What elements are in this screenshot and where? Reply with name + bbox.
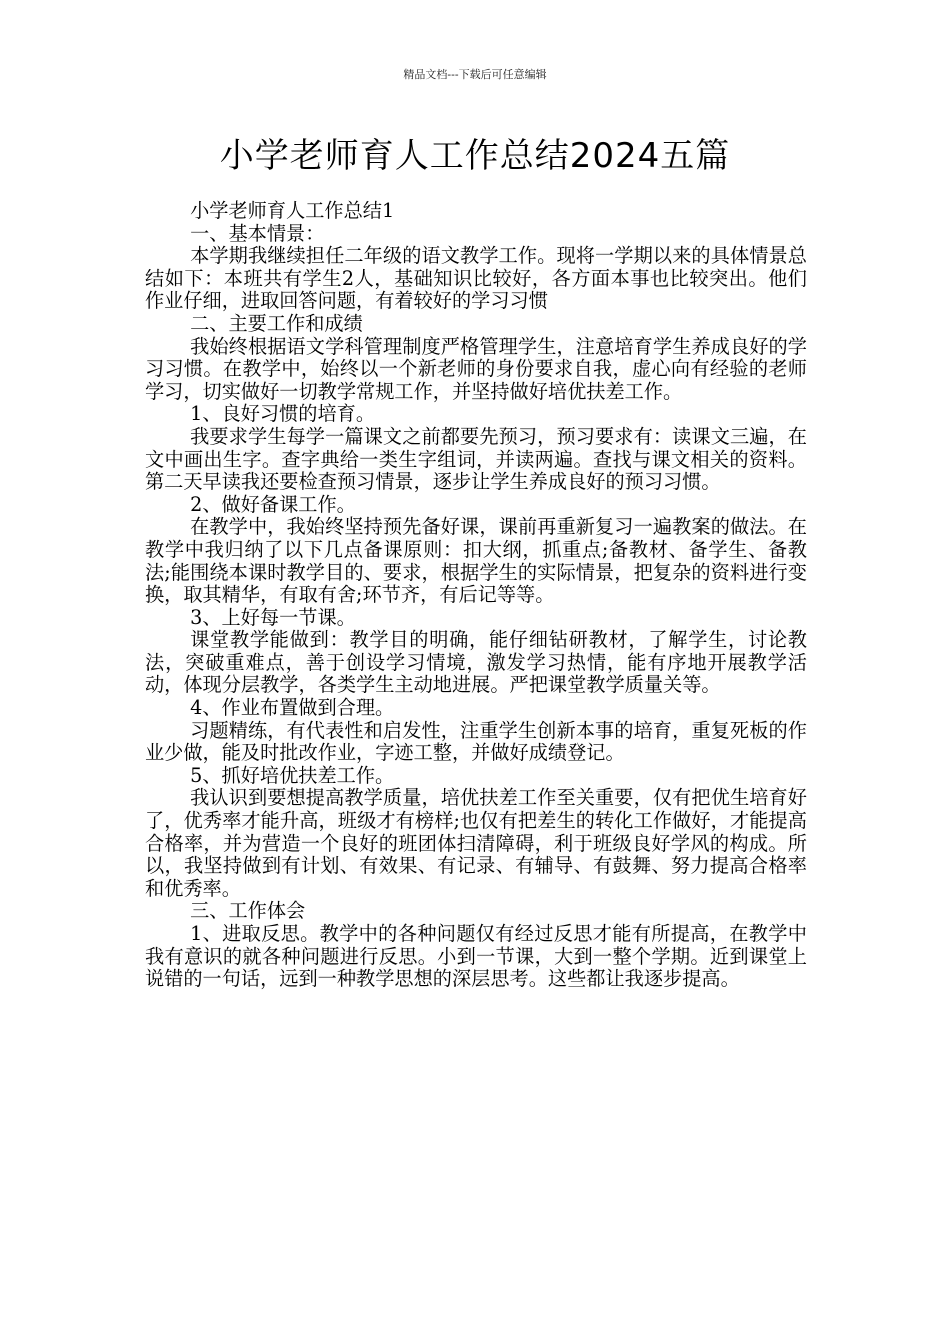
section-heading: 一、基本情景： — [190, 221, 325, 245]
section-heading: 三、工作体会 — [190, 899, 306, 923]
paragraph: 本学期我继续担任二年级的语文教学工作。现将一学期以来的具体情景总结如下：本班共有学生2人，基础知识比较好，各方面本事也比较突出。他们作业仔细，进取回答问题，有着较好的学习习惯 — [145, 244, 807, 313]
section-title: 小学老师育人工作总结1 — [190, 199, 395, 222]
paragraph: 课堂教学能做到：教学目的明确，能仔细钻研教材，了解学生，讨论教法，突破重难点，善于创设学习情境，激发学习热情，能有序地开展教学活动，体现分层教学，各类学生主动地进展。严把课堂教学质量关等。 — [145, 628, 807, 697]
subsection-heading: 1、良好习惯的培育。 — [190, 402, 376, 426]
document-body — [145, 200, 807, 991]
paragraph: 我要求学生每学一篇课文之前都要先预习，预习要求有：读课文三遍，在文中画出生字。查字典给一类生字组词，并读两遍。查找与课文相关的资料。第二天早读我还要检查预习情景，逐步让学生养成良好的预习习惯。 — [145, 424, 807, 494]
subsection-heading: 4、作业布置做到合理。 — [190, 696, 395, 720]
paragraph: 我认识到要想提高教学质量，培优扶差工作至关重要，仅有把优生培育好了，优秀率才能升高，班级才有榜样;也仅有把差生的转化工作做好，才能提高合格率，并为营造一个良好的班团体扫清障碍，利于班级良好学风的构成。所以，我坚持做到有计划、有效果、有记录、有辅导、有鼓舞、努力提高合格率和优秀率。 — [145, 786, 807, 900]
subsection-heading: 2、做好备课工作。 — [190, 492, 356, 516]
paragraph: 我始终根据语文学科管理制度严格管理学生，注意培育学生养成良好的学习习惯。在教学中，始终以一个新老师的身份要求自我，虚心向有经验的老师学习，切实做好一切教学常规工作，并坚持做好培优扶差工作。 — [145, 334, 807, 403]
subsection-heading: 5、抓好培优扶差工作。 — [190, 763, 395, 787]
paragraph: 习题精练，有代表性和启发性，注重学生创新本事的培育，重复死板的作业少做，能及时批改作业，字迹工整，并做好成绩登记。 — [145, 718, 807, 765]
header-note: 精品文档---下载后可任意编辑 — [403, 68, 547, 81]
subsection-heading: 3、上好每一节课。 — [190, 605, 356, 629]
section-heading: 二、主要工作和成绩 — [190, 311, 363, 335]
paragraph: 在教学中，我始终坚持预先备好课，课前再重新复习一遍教案的做法。在教学中我归纳了以下几点备课原则：扣大纲，抓重点;备教材、备学生、备教法;能围绕本课时教学目的、要求，根据学生的实际情景，把复杂的资料进行变换，取其精华，有取有舍;环节齐，有后记等等。 — [145, 515, 807, 607]
paragraph: 1、进取反思。教学中的各种问题仅有经过反思才能有所提高，在教学中我有意识的就各种问题进行反思。小到一节课，大到一整个学期。近到课堂上说错的一句话，远到一种教学思想的深层思考。这些都让我逐步提高。 — [145, 922, 807, 991]
document-title: 小学老师育人工作总结2024五篇 — [219, 136, 731, 176]
